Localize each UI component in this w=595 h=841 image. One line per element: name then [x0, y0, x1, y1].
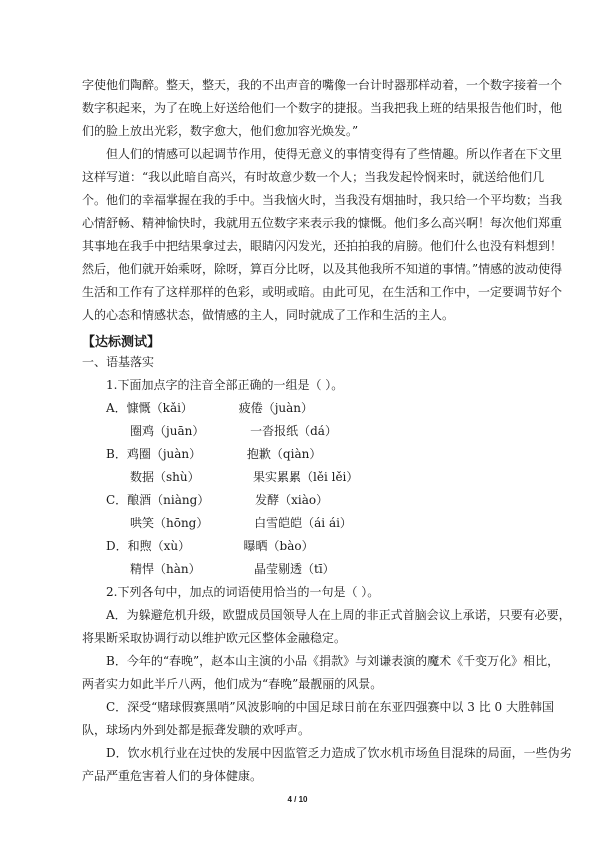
question-1-option: 圈鸡（juān） 一沓报纸（dá）: [130, 424, 337, 438]
question-1-option: 哄笑（hōng） 白雪皑皑（ái ái）: [130, 516, 352, 530]
paragraph-line: 数字积起来，为了在晚上好送给他们一个数字的捷报。当我把我上班的结果报告他们时，他: [82, 101, 563, 115]
section-heading: 【达标测试】: [82, 335, 161, 350]
question-2-option-line: C．深受“赌球假赛黑哨”风波影响的中国足球日前在东亚四强赛中以 3 比 0 大胜韩国: [106, 700, 554, 714]
question-1-option: D．和煦（xù） 曝晒（bào）: [106, 539, 314, 553]
paragraph-line: 然后，他们就开始乘呀，除呀，算百分比呀，以及其他我所不知道的事情。”情感的波动使得: [82, 262, 563, 276]
question-1-stem: 1.下面加点字的注音全部正确的一组是（ ）。: [106, 378, 344, 392]
paragraph-line: 个。他们的幸福掌握在我的手中。当我恼火时，当我没有烟抽时，我只给一个平均数；当我: [82, 193, 563, 207]
paragraph-line: 字使他们陶醉。整天，整天，我的不出声音的嘴像一台计时器那样动着，一个数字接着一个: [82, 78, 563, 92]
question-1-option: A．慷慨（kǎi） 疲倦（juàn）: [106, 401, 314, 415]
paragraph-line: 心情舒畅、精神愉快时，我就用五位数字来表示我的慷慨。他们多么高兴啊！每次他们郑重: [82, 216, 563, 230]
paragraph-line: 们的脸上放出光彩，数字愈大，他们愈加容光焕发。”: [82, 124, 359, 138]
question-2-option-line: D．饮水机行业在过快的发展中因监管乏力造成了饮水机市场鱼目混珠的局面，一些伪劣: [106, 746, 572, 760]
paragraph-line: 但人们的情感可以起调节作用，使得无意义的事情变得有了些情趣。所以作者在下文里: [106, 147, 563, 161]
paragraph-line: 生活和工作有了这样那样的色彩，或明或暗。由此可见，在生活和工作中，一定要调节好个: [82, 285, 563, 299]
question-1-option: 数据（shù） 果实累累（lěi lěi）: [130, 470, 359, 484]
question-2-option-line: A．为躲避危机升级，欧盟成员国领导人在上周的非正式首脑会议上承诺，只要有必要，: [106, 608, 571, 622]
paragraph-line: 这样写道：“我以此暗自高兴，有时故意少数一个人；当我发起怜悯来时，就送给他们几: [82, 170, 545, 184]
question-2-option-line: 两者实力如此半斤八两，他们成为“春晚”最靓丽的风景。: [82, 677, 383, 691]
question-2-option-line: 将果断采取协调行动以维护欧元区整体金融稳定。: [82, 631, 347, 645]
question-1-option: C．酿酒（niàng） 发酵（xiào）: [106, 493, 329, 507]
question-2-stem: 2.下列各句中，加点的词语使用恰当的一句是（ ）。: [106, 585, 380, 599]
paragraph-line: 人的心态和情感状态，做情感的主人，同时就成了工作和生活的主人。: [82, 308, 455, 322]
question-2-option-line: 产品严重危害着人们的身体健康。: [82, 769, 263, 783]
question-2-option-line: 队，球场内外到处都是振聋发聩的欢呼声。: [82, 723, 311, 737]
page-number: 4 / 10: [287, 795, 308, 804]
question-1-option: 精悍（hàn） 晶莹剔透（tī）: [130, 562, 335, 576]
part-title: 一、语基落实: [82, 355, 155, 369]
question-2-option-line: B．今年的“春晚”，赵本山主演的小品《捐款》与刘谦表演的魔术《千变万化》相比，: [106, 654, 560, 668]
paragraph-line: 其事地在我手中把结果拿过去，眼睛闪闪发光，还拍拍我的肩膀。他们什么也没有料想到！: [82, 239, 563, 253]
question-1-option: B．鸡圈（juàn） 抱歉（qiàn）: [106, 447, 322, 461]
